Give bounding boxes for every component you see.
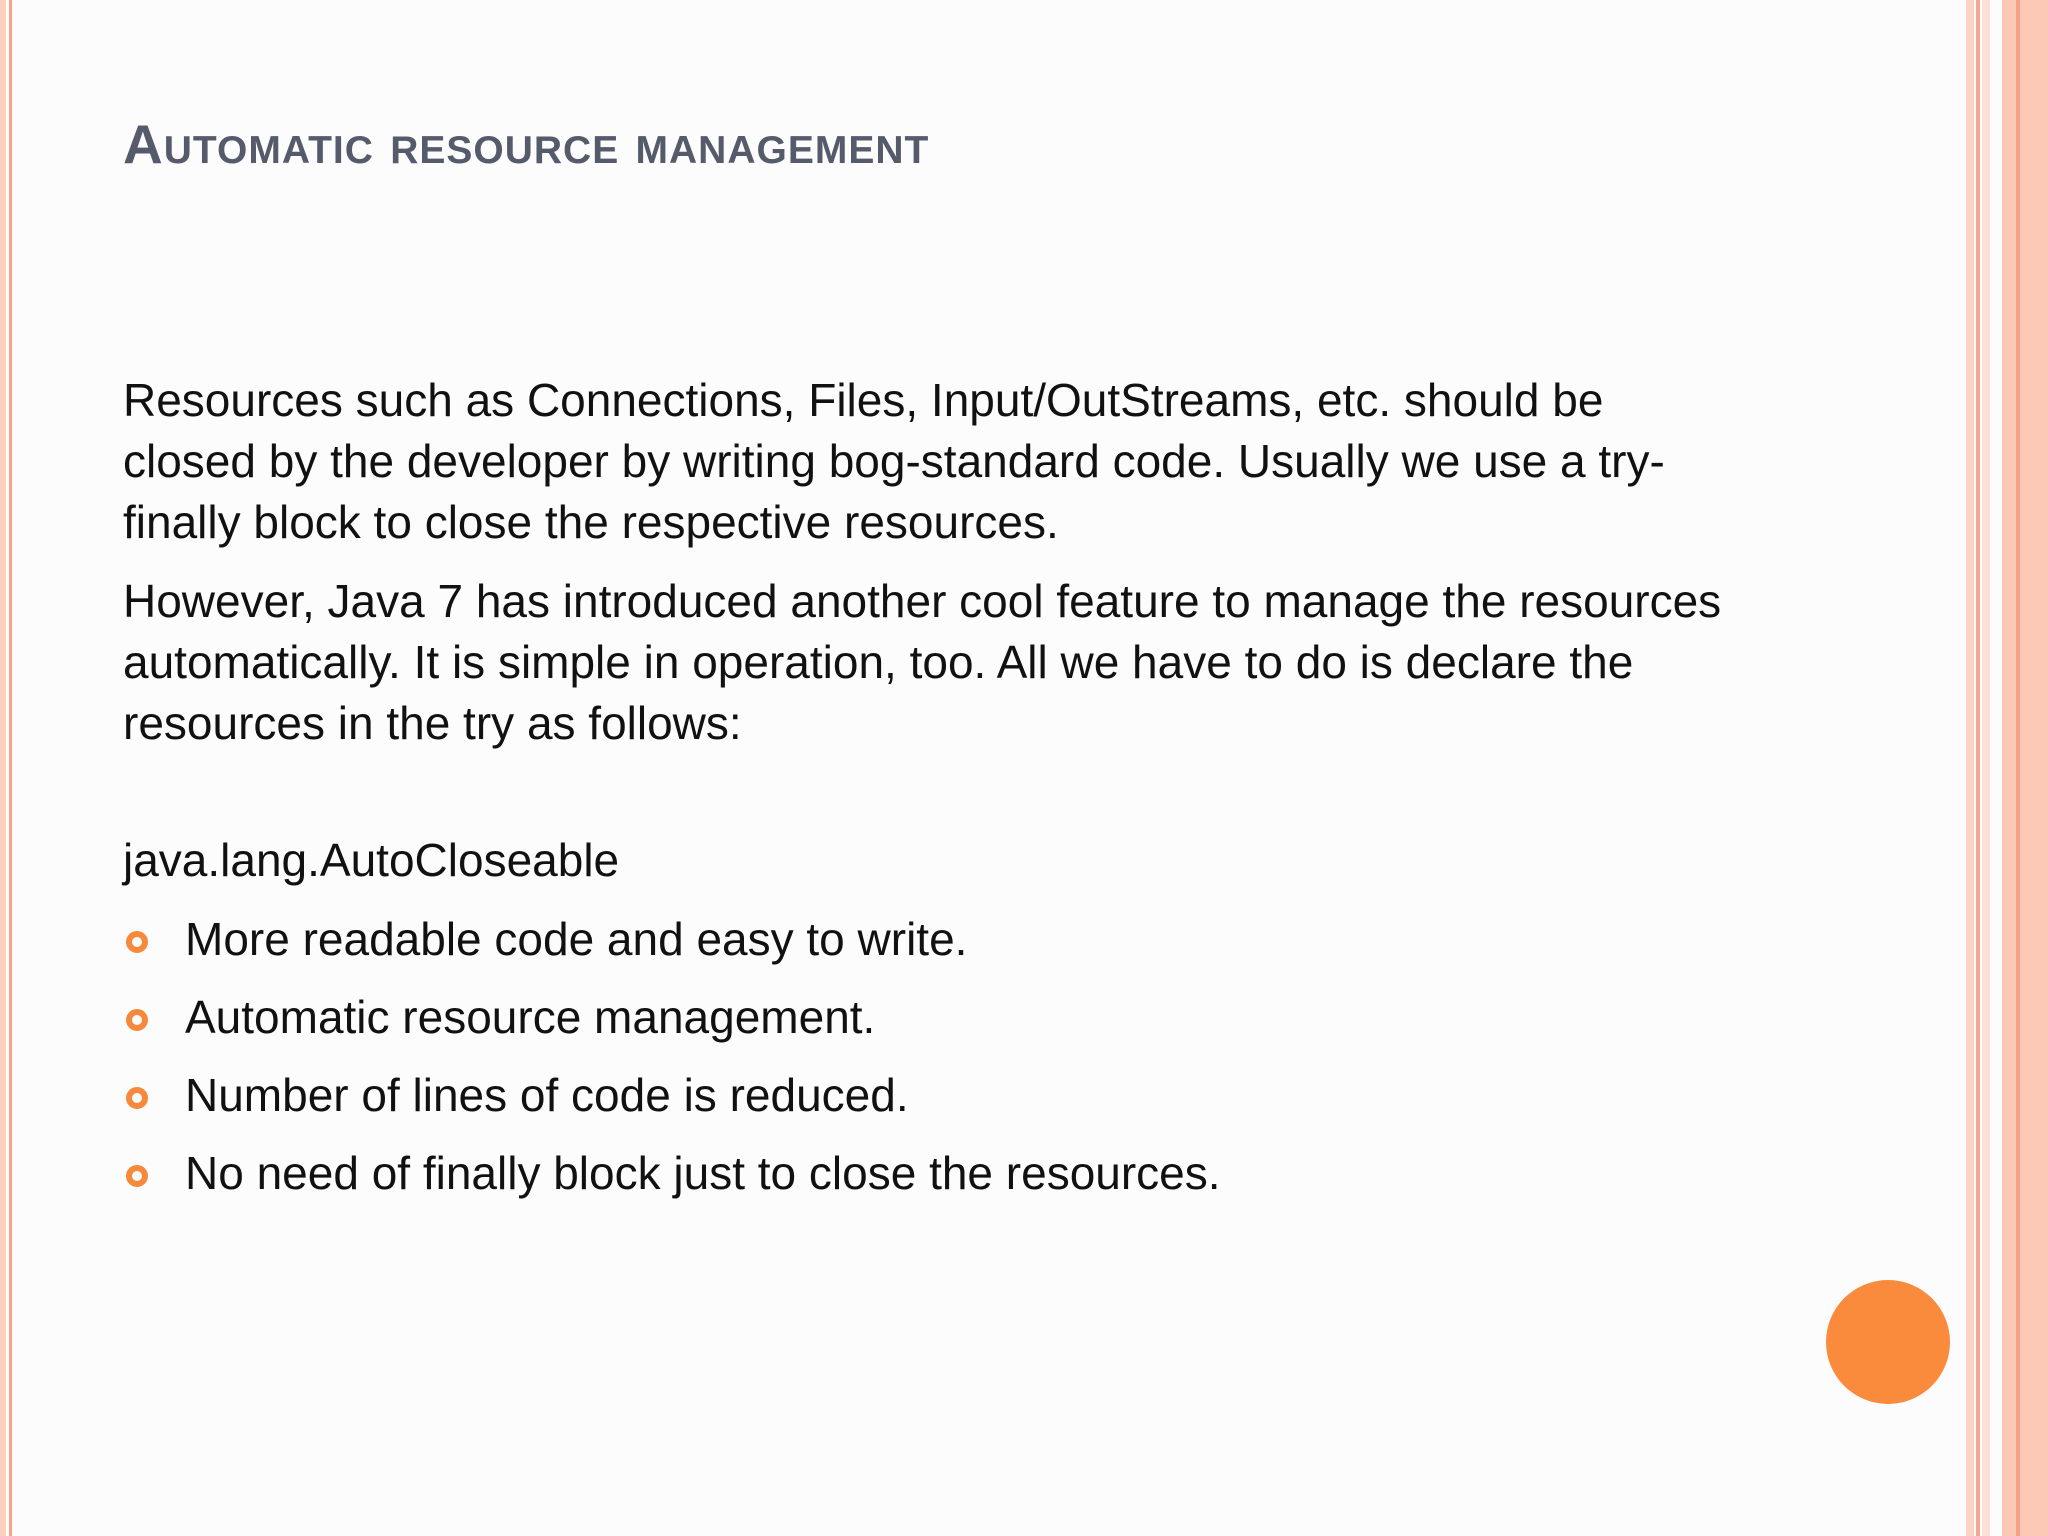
right-border-stripe xyxy=(1982,0,1990,1536)
list-item xyxy=(123,987,1743,1048)
right-border-stripe xyxy=(2016,0,2020,1536)
hollow-circle-bullet-icon xyxy=(126,1087,148,1109)
right-border-stripe xyxy=(1966,0,1974,1536)
list-item xyxy=(123,1065,1743,1126)
body-paragraph: Resources such as Connections, Files, Input/OutStreams, etc. should be closed by the developer by writing bog-standard code. Usually we use a try-finally block to close the respective resources. xyxy=(123,374,1665,548)
list-item-text: More readable code and easy to write. xyxy=(185,913,968,965)
right-border-stripe xyxy=(1976,0,1980,1536)
hollow-circle-bullet-icon xyxy=(126,1009,148,1031)
list-item xyxy=(123,1143,1743,1204)
left-border-stripe-light xyxy=(0,0,6,1536)
spacer xyxy=(123,772,1743,830)
right-border-decoration xyxy=(1966,0,2048,1536)
list-item-text: No need of finally block just to close the resources. xyxy=(185,1147,1221,1199)
body-paragraph: However, Java 7 has introduced another cool feature to manage the resources automatically. It is simple in operation, too. All we have to do is declare the resources in the try as follows: xyxy=(123,575,1722,749)
benefits-list xyxy=(123,909,1743,1204)
orange-circle-decoration xyxy=(1826,1280,1950,1404)
hollow-circle-bullet-icon xyxy=(126,931,148,953)
list-item-text: Number of lines of code is reduced. xyxy=(185,1069,909,1121)
slide-body xyxy=(123,370,1743,1221)
interface-name: java.lang.AutoCloseable xyxy=(123,834,620,886)
list-item xyxy=(123,909,1743,970)
left-border-decoration xyxy=(0,0,16,1536)
hollow-circle-bullet-icon xyxy=(126,1165,148,1187)
slide-title: Automatic resource management xyxy=(123,113,930,175)
right-border-band xyxy=(2002,0,2048,1536)
list-item-text: Automatic resource management. xyxy=(185,991,876,1043)
left-border-stripe-dark xyxy=(9,0,12,1536)
